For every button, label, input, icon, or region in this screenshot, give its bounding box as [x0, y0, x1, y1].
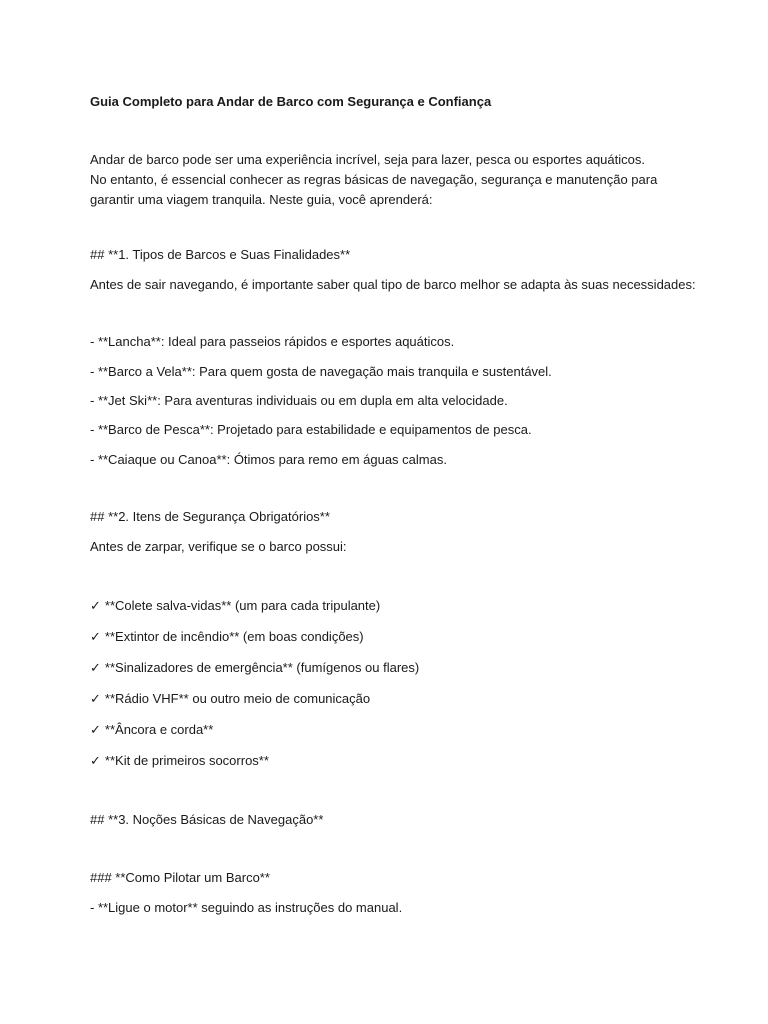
section-3-subheading: ### **Como Pilotar um Barco**	[90, 870, 270, 885]
checkmark-icon: ✓	[90, 630, 101, 645]
intro-paragraph: Andar de barco pode ser uma experiência incrível, seja para lazer, pesca ou esportes aquáticos. No entanto, é essencial conhecer as regras básicas de navegação, segurança e manutenção para garantir uma viagem tranquila. Neste guia, você aprenderá:	[90, 152, 658, 207]
list-item: - **Ligue o motor** seguindo as instruções do manual.	[90, 900, 403, 915]
checklist-item	[90, 751, 690, 772]
list-item: - **Jet Ski**: Para aventuras individuais ou em dupla em alta velocidade.	[90, 393, 508, 408]
section-2-heading: ## **2. Itens de Segurança Obrigatórios**	[90, 509, 330, 524]
list-item: - **Barco a Vela**: Para quem gosta de navegação mais tranquila e sustentável.	[90, 364, 552, 379]
checklist-item-text: **Kit de primeiros socorros**	[104, 753, 269, 768]
list-item: - **Barco de Pesca**: Projetado para estabilidade e equipamentos de pesca.	[90, 422, 532, 437]
section-2-lead: Antes de zarpar, verifique se o barco possui:	[90, 539, 347, 554]
checklist-item	[90, 658, 690, 679]
checklist-item-text: **Colete salva-vidas** (um para cada tripulante)	[104, 598, 381, 613]
document-title: Guia Completo para Andar de Barco com Segurança e Confiança	[90, 94, 492, 109]
list-item: - **Caiaque ou Canoa**: Ótimos para remo em águas calmas.	[90, 452, 447, 467]
checkmark-icon: ✓	[90, 692, 101, 707]
checklist-item-text: **Rádio VHF** ou outro meio de comunicação	[104, 691, 371, 706]
checklist-item-text: **Âncora e corda**	[104, 722, 214, 737]
list-item: - **Lancha**: Ideal para passeios rápidos e esportes aquáticos.	[90, 334, 455, 349]
checklist-item	[90, 689, 690, 710]
checklist-item-text: **Sinalizadores de emergência** (fumígenos ou flares)	[104, 660, 420, 675]
checklist-item	[90, 596, 690, 617]
checklist-item	[90, 720, 690, 741]
checkmark-icon: ✓	[90, 754, 101, 769]
checkmark-icon: ✓	[90, 661, 101, 676]
checklist-item	[90, 627, 690, 648]
section-3-heading: ## **3. Noções Básicas de Navegação**	[90, 812, 324, 827]
section-1-lead: Antes de sair navegando, é importante saber qual tipo de barco melhor se adapta às suas necessidades:	[90, 277, 696, 292]
section-1-heading: ## **1. Tipos de Barcos e Suas Finalidades**	[90, 247, 351, 262]
checkmark-icon: ✓	[90, 599, 101, 614]
checkmark-icon: ✓	[90, 723, 101, 738]
checklist-item-text: **Extintor de incêndio** (em boas condições)	[104, 629, 364, 644]
